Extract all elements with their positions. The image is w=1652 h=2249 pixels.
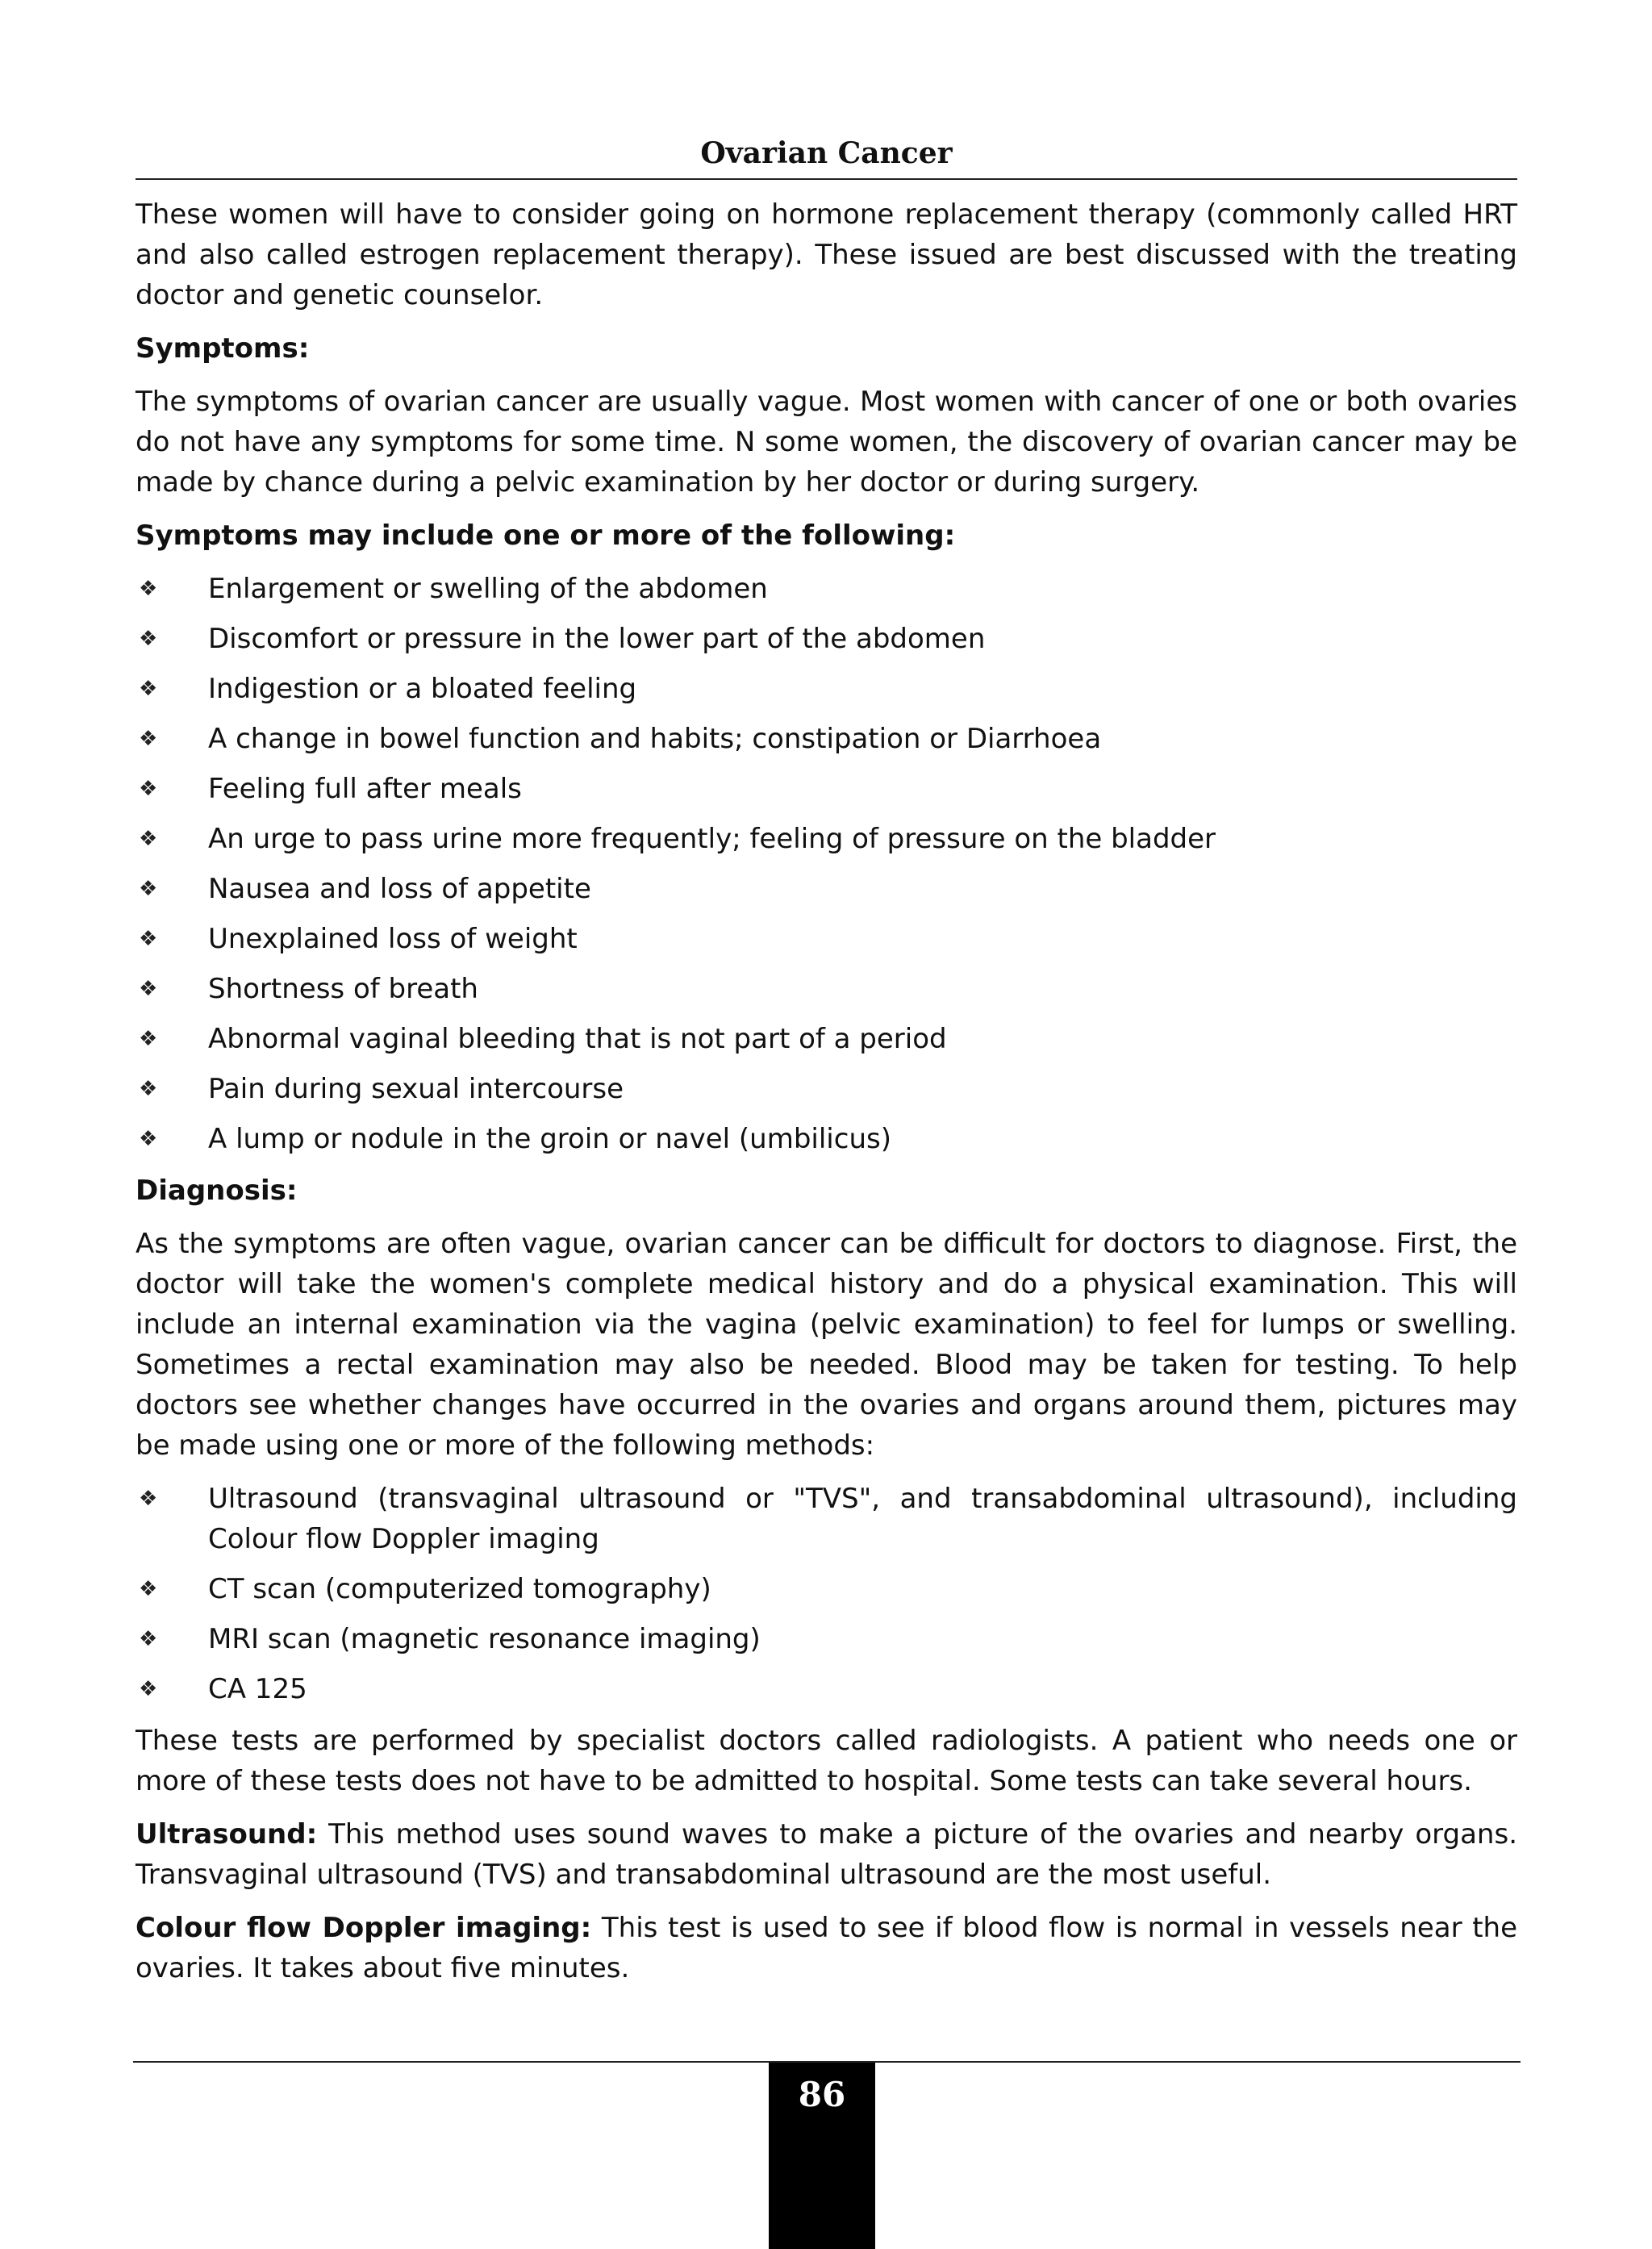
list-item: ❖ Feeling full after meals bbox=[136, 769, 1517, 809]
diamond-bullet-icon: ❖ bbox=[139, 1027, 158, 1051]
list-item: ❖ Enlargement or swelling of the abdomen bbox=[136, 569, 1517, 609]
symptoms-list-heading: Symptoms may include one or more of the following: bbox=[136, 519, 956, 552]
list-item: ❖ Nausea and loss of appetite bbox=[136, 869, 1517, 909]
page-number: 86 bbox=[769, 2063, 875, 2249]
ultrasound-paragraph bbox=[136, 1814, 1517, 1895]
list-item: ❖ Pain during sexual intercourse bbox=[136, 1069, 1517, 1109]
diagnosis-paragraph: As the symptoms are often vague, ovarian cancer can be difficult for doctors to diagnose. First, the doctor will take the women's complete medical history and do a physical examination. This will include an internal examination via the vagina (pelvic examination) to feel for lumps or swelling. Sometimes a rectal examination may also be needed. Blood may be taken for testing. To help doctors see whether changes have occurred in the ovaries and organs around them, pictures may be made using one or more of the following methods: bbox=[136, 1228, 1517, 1462]
diamond-bullet-icon: ❖ bbox=[139, 1487, 158, 1511]
diamond-bullet-icon: ❖ bbox=[139, 627, 158, 651]
intro-paragraph: These women will have to consider going on hormone replacement therapy (commonly called HRT and also called estrogen replacement therapy). These issued are best discussed with the treating doctor and genetic counselor. bbox=[136, 198, 1517, 311]
doppler-paragraph bbox=[136, 1908, 1517, 1988]
diamond-bullet-icon: ❖ bbox=[139, 1577, 158, 1601]
diamond-bullet-icon: ❖ bbox=[139, 1127, 158, 1151]
diamond-bullet-icon: ❖ bbox=[139, 1077, 158, 1101]
diagnosis-heading: Diagnosis: bbox=[136, 1175, 298, 1207]
list-item: ❖ Indigestion or a bloated feeling bbox=[136, 669, 1517, 709]
diamond-bullet-icon: ❖ bbox=[139, 877, 158, 901]
symptoms-list bbox=[136, 569, 1517, 1159]
diamond-bullet-icon: ❖ bbox=[139, 927, 158, 951]
diamond-bullet-icon: ❖ bbox=[139, 1677, 158, 1701]
document-page bbox=[136, 133, 1517, 2001]
list-item: ❖ Shortness of breath bbox=[136, 969, 1517, 1009]
list-item: ❖ Unexplained loss of weight bbox=[136, 919, 1517, 959]
diamond-bullet-icon: ❖ bbox=[139, 777, 158, 801]
diamond-bullet-icon: ❖ bbox=[139, 827, 158, 851]
doppler-text: This test is used to see if blood flow is normal in vessels near the ovaries. It takes about five minutes. bbox=[136, 1912, 1517, 1984]
symptoms-paragraph: The symptoms of ovarian cancer are usually vague. Most women with cancer of one or both ovaries do not have any symptoms for some time. N some women, the discovery of ovarian cancer may be made by chance during a pelvic examination by her doctor or during surgery. bbox=[136, 386, 1517, 499]
diagnosis-methods-list bbox=[136, 1479, 1517, 1709]
running-header: Ovarian Cancer bbox=[136, 133, 1517, 180]
list-item: ❖ CT scan (computerized tomography) bbox=[136, 1569, 1517, 1609]
symptoms-heading: Symptoms: bbox=[136, 332, 310, 365]
list-item: ❖ Ultrasound (transvaginal ultrasound or "TVS", and transabdominal ultrasound), including Colour flow Doppler imaging bbox=[136, 1479, 1517, 1559]
diamond-bullet-icon: ❖ bbox=[139, 977, 158, 1001]
ultrasound-text: This method uses sound waves to make a picture of the ovaries and nearby organs. Transvaginal ultrasound (TVS) and transabdominal ultrasound are the most useful. bbox=[136, 1818, 1517, 1891]
diamond-bullet-icon: ❖ bbox=[139, 1627, 158, 1651]
ultrasound-term: Ultrasound: bbox=[136, 1818, 318, 1851]
diamond-bullet-icon: ❖ bbox=[139, 577, 158, 601]
list-item: ❖ CA 125 bbox=[136, 1669, 1517, 1709]
list-item: ❖ Abnormal vaginal bleeding that is not part of a period bbox=[136, 1019, 1517, 1059]
doppler-term: Colour flow Doppler imaging: bbox=[136, 1912, 592, 1944]
list-item: ❖ An urge to pass urine more frequently; feeling of pressure on the bladder bbox=[136, 819, 1517, 859]
diamond-bullet-icon: ❖ bbox=[139, 677, 158, 701]
list-item: ❖ MRI scan (magnetic resonance imaging) bbox=[136, 1619, 1517, 1659]
list-item: ❖ A change in bowel function and habits; constipation or Diarrhoea bbox=[136, 719, 1517, 759]
tests-paragraph: These tests are performed by specialist doctors called radiologists. A patient who needs one or more of these tests does not have to be admitted to hospital. Some tests can take several hours. bbox=[136, 1725, 1517, 1797]
list-item: ❖ A lump or nodule in the groin or navel (umbilicus) bbox=[136, 1119, 1517, 1159]
list-item: ❖ Discomfort or pressure in the lower part of the abdomen bbox=[136, 619, 1517, 659]
diamond-bullet-icon: ❖ bbox=[139, 727, 158, 751]
